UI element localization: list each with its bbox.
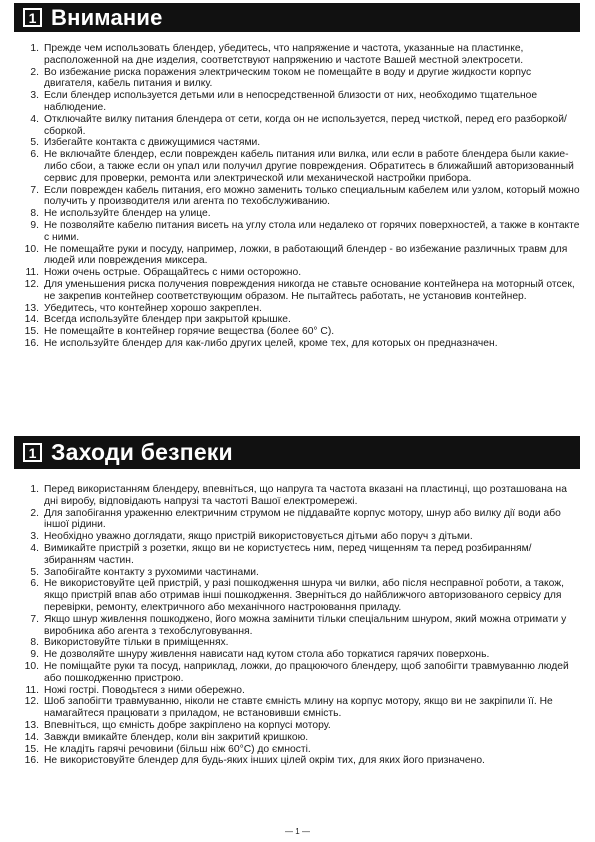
item-number: 10. (24, 243, 39, 255)
item-text: Для уменьшения риска получения повреждения никогда не ставьте основание контейнера на моторный отсек, не закрепив контейнер соответствующим образом. Не пытайтесь работать, не установив контейнер. (44, 278, 575, 302)
item-text: Перед використанням блендеру, впевніться, що напруга та частота вказані на пластинці, що розташована на дні виробу, відповідають напрузі та частоті Вашої електромережі. (44, 484, 567, 507)
item-number: 8. (30, 208, 39, 220)
list-item (20, 314, 580, 326)
item-text: Шоб запобігти травмуванню, ніколи не ставте ємність млину на корпус мотору, якщо ви не закріпили її. Не намагайтеся працювати з приладом, не встановивши ємність. (44, 696, 553, 720)
item-number: 16. (24, 755, 39, 767)
list-item (20, 484, 580, 508)
list-item (20, 67, 580, 91)
item-text: Завжди вмикайте блендер, коли він закритий кришкою. (44, 731, 309, 743)
item-number: 2. (30, 66, 39, 78)
list-item (20, 208, 580, 220)
item-number: 6. (30, 578, 39, 590)
item-number: 2. (30, 507, 39, 519)
item-text: Необхідно уважно доглядати, якщо пристрій використовується дітьми або поруч з дітьми. (44, 531, 473, 543)
item-text: Використовуйте тільки в приміщеннях. (44, 637, 229, 649)
list-item (20, 661, 580, 685)
item-number: 14. (24, 314, 39, 326)
item-number: 4. (30, 113, 39, 125)
item-number: 4. (30, 542, 39, 554)
item-text: Не поміщайте руки та посуд, наприклад, ложки, до працюючого блендеру, щоб запобігти травмуванню людей або пошкодженню пристрою. (44, 660, 569, 684)
list-item (20, 43, 580, 67)
item-number: 11. (25, 267, 39, 279)
list-item (20, 531, 580, 543)
item-number: 5. (30, 137, 39, 149)
section-header-ru (14, 3, 580, 32)
list-item (20, 755, 580, 767)
list-item (20, 614, 580, 638)
item-number: 10. (24, 660, 39, 672)
list-item (20, 696, 580, 720)
item-text: Не дозволяйте шнуру живлення нависати над кутом стола або торкатися гарячих поверхонь. (44, 649, 490, 661)
item-number: 13. (24, 719, 39, 731)
page-number: — 1 — (285, 827, 310, 836)
item-number: 3. (30, 90, 39, 102)
section-number-badge: 1 (23, 8, 42, 27)
item-number: 8. (30, 637, 39, 649)
item-number: 13. (24, 302, 39, 314)
item-text: Если блендер используется детьми или в непосредственной близости от них, необходимо тщательное наблюдение. (44, 90, 538, 113)
section-title: Внимание (51, 4, 163, 30)
section-header-uk (14, 436, 580, 469)
list-item (20, 326, 580, 338)
item-text: Не используйте блендер на улице. (44, 208, 211, 220)
list-item (20, 303, 580, 315)
item-number: 15. (24, 743, 39, 755)
list-item (20, 338, 580, 350)
section-title: Заходи безпеки (51, 439, 233, 465)
item-number: 9. (30, 649, 39, 661)
item-text: Не позволяйте кабелю питания висеть на углу стола или недалеко от горячих поверхностей, а также в контакте с ними. (44, 219, 580, 243)
list-item (20, 567, 580, 579)
list-item (20, 114, 580, 138)
item-number: 3. (30, 531, 39, 543)
item-text: Во избежание риска поражения электрическим током не помещайте в воду и другие жидкости корпус двигателя, кабель питания и вилку. (44, 66, 532, 90)
list-item (20, 685, 580, 697)
section-number-badge: 1 (23, 443, 42, 462)
item-text: Якщо шнур живлення пошкоджено, його можна замінити тільки спеціальним шнуром, який можна отримати у виробника або агента з техобслуговування. (44, 613, 567, 637)
item-text: Не помещайте руки и посуду, например, ложки, в работающий блендер - во избежание различных травм для людей или повреждения миксера. (44, 243, 568, 267)
list-item (20, 137, 580, 149)
item-number: 7. (30, 613, 39, 625)
list-item (20, 149, 580, 184)
safety-list-ru (20, 43, 580, 350)
list-item (20, 732, 580, 744)
list-item (20, 185, 580, 209)
item-text: Прежде чем использовать блендер, убедитесь, что напряжение и частота, указанные на пластинке, расположенной на дне изделия, соответствуют напряжению и частоте Вашей местной электросети. (44, 43, 524, 66)
item-number: 12. (24, 278, 39, 290)
list-item (20, 244, 580, 268)
list-item (20, 578, 580, 613)
item-text: Не включайте блендер, если поврежден кабель питания или вилка, или если в работе блендера были какие-либо сбои, а также если он упал или получил другие повреждения. Обратитесь в ближайший авторизованный сервис для проверки, ремонта или электрической или механической настройки прибора. (44, 149, 574, 184)
item-text: Впевніться, що ємність добре закріплено на корпусі мотору. (44, 719, 331, 731)
list-item (20, 637, 580, 649)
item-text: Убедитесь, что контейнер хорошо закреплен. (44, 302, 262, 314)
item-text: Не використовуйте блендер для будь-яких інших цілей окрім тих, для яких його призначено. (44, 755, 485, 767)
item-number: 5. (30, 566, 39, 578)
item-text: Не кладіть гарячі речовини (більш ніж 60°C) до ємності. (44, 743, 311, 755)
item-text: Отключайте вилку питания блендера от сети, когда он не используется, перед чисткой, перед его разборкой/сборкой. (44, 113, 567, 137)
item-number: 11. (25, 684, 39, 696)
item-number: 6. (30, 149, 39, 161)
item-text: Не помещайте в контейнер горячие вещества (более 60° C). (44, 326, 335, 338)
item-number: 1. (30, 43, 39, 54)
item-number: 14. (24, 731, 39, 743)
list-item (20, 279, 580, 303)
item-number: 7. (30, 184, 39, 196)
item-number: 12. (24, 696, 39, 708)
list-item (20, 649, 580, 661)
item-number: 15. (24, 326, 39, 338)
item-text: Не використовуйте цей пристрій, у разі пошкодження шнура чи вилки, або після несправної роботи, а також, якщо пристрій впав або отримав інші пошкодження. Зверніться до найближчого авторизованого сервісу для перевірки, ремонту, електричного або механічного настроювання приладу. (44, 578, 565, 613)
item-text: Избегайте контакта с движущимися частями. (44, 137, 261, 149)
item-text: Если поврежден кабель питания, его можно заменить только специальным кабелем или узлом, который можно получить у производителя или агента по техобслуживанию. (44, 184, 580, 208)
item-text: Всегда используйте блендер при закрытой крышке. (44, 314, 291, 326)
item-text: Вимикайте пристрій з розетки, якщо ви не користуєтесь ним, перед чищенням та перед розбиранням/збиранням частин. (44, 542, 532, 566)
list-item (20, 744, 580, 756)
item-number: 9. (30, 219, 39, 231)
list-item (20, 90, 580, 114)
list-item (20, 508, 580, 532)
list-item (20, 543, 580, 567)
item-number: 1. (30, 484, 39, 495)
list-item (20, 720, 580, 732)
item-text: Запобігайте контакту з рухомими частинами. (44, 566, 259, 578)
safety-list-uk (20, 484, 580, 767)
list-item (20, 267, 580, 279)
list-item (20, 220, 580, 244)
item-text: Ножі гострі. Поводьтеся з ними обережно. (44, 684, 245, 696)
item-text: Для запобігання ураженню електричним струмом не піддавайте корпус мотору, шнур або вилку дії води або іншої рідини. (44, 507, 561, 531)
item-text: Ножи очень острые. Обращайтесь с ними осторожно. (44, 267, 302, 279)
item-number: 16. (24, 337, 39, 349)
item-text: Не используйте блендер для как-либо других целей, кроме тех, для которых он предназначен. (44, 337, 498, 349)
